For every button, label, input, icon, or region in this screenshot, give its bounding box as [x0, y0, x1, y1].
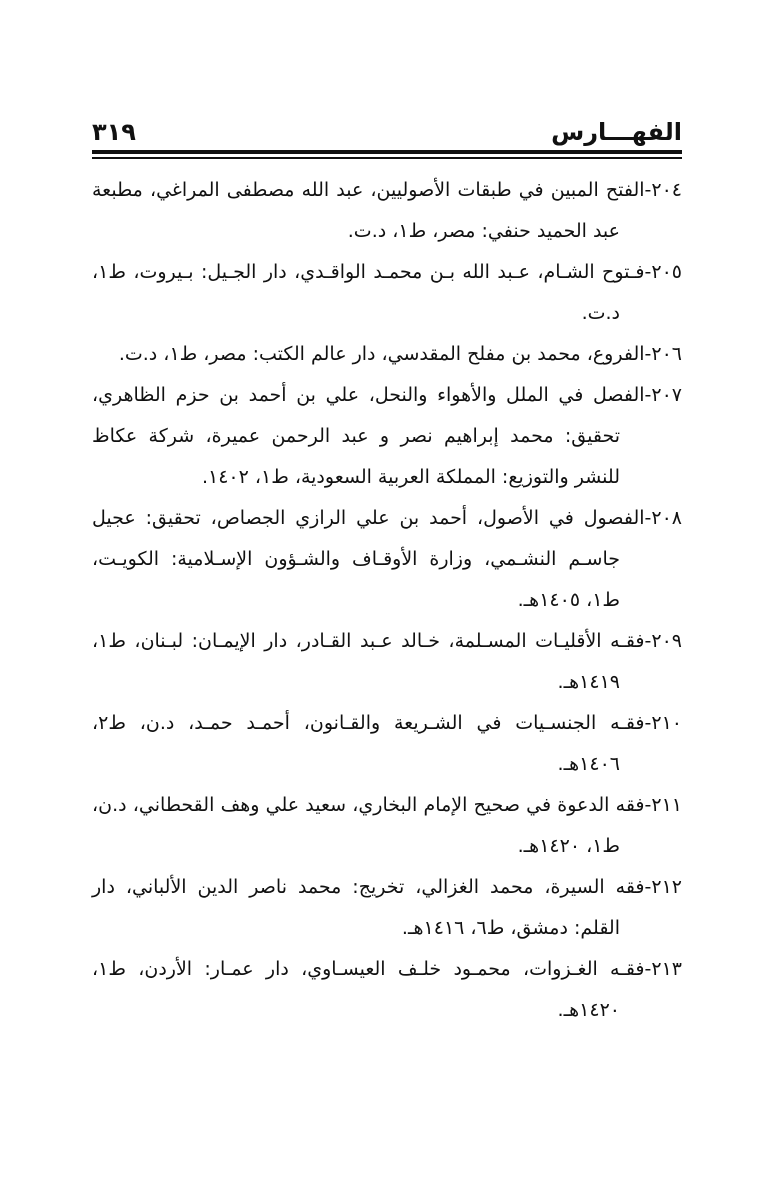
bibliography-entry-204: ٢٠٤-الفتح المبين في طبقات الأصوليين، عبد الله مصطفى المراغي، مطبعة عبد الحميد حنفي: مصر، ط١، د.ت. [92, 179, 682, 242]
bibliography-list [92, 170, 682, 1031]
bibliography-entry-207: ٢٠٧-الفصل في الملل والأهواء والنحل، علي بن أحمد بن حزم الظاهري، تحقيق: محمد إبراهيم نصر و عبد الرحمن عميرة، شركة عكاظ للنشر والتوزيع: المملكة العربية السعودية، ط١، ١٤٠٢. [92, 384, 682, 488]
bibliography-entry-211: ٢١١-فقه الدعوة في صحيح الإمام البخاري، سعيد علي وهف القحطاني، د.ن، ط١، ١٤٢٠هـ. [92, 794, 682, 857]
bibliography-entry-213: ٢١٣-فقـه الغـزوات، محمـود خلـف العيسـاوي، دار عمـار: الأردن، ط١، ١٤٢٠هـ. [92, 958, 682, 1021]
header-rule-thick [92, 150, 682, 154]
header-rule-thin [92, 157, 682, 159]
bibliography-entry-208: ٢٠٨-الفصول في الأصول، أحمد بن علي الرازي الجصاص، تحقيق: عجيل جاسـم النشـمي، وزارة الأوقـاف والشـؤون الإسـلامية: الكويـت، ط١، ١٤٠٥هـ. [92, 507, 682, 611]
bibliography-entry-206: ٢٠٦-الفروع، محمد بن مفلح المقدسي، دار عالم الكتب: مصر، ط١، د.ت. [118, 343, 682, 365]
bibliography-entry-210: ٢١٠-فقـه الجنسـيات في الشـريعة والقـانون، أحمـد حمـد، د.ن، ط٢، ١٤٠٦هـ. [92, 712, 682, 775]
running-title: الفهـــارس [551, 118, 682, 146]
bibliography-entry-205: ٢٠٥-فـتوح الشـام، عـبد الله بـن محمـد الواقـدي، دار الجـيل: بـيروت، ط١، د.ت. [92, 261, 682, 324]
page-header [92, 114, 682, 150]
page-number: ٣١٩ [92, 118, 136, 146]
bibliography-entry-209: ٢٠٩-فقـه الأقليـات المسـلمة، خـالد عـبد القـادر، دار الإيمـان: لبـنان، ط١، ١٤١٩هـ. [92, 630, 682, 693]
bibliography-entry-212: ٢١٢-فقه السيرة، محمد الغزالي، تخريج: محمد ناصر الدين الألباني، دار القلم: دمشق، ط٦، ١٤١٦هـ. [92, 876, 682, 939]
